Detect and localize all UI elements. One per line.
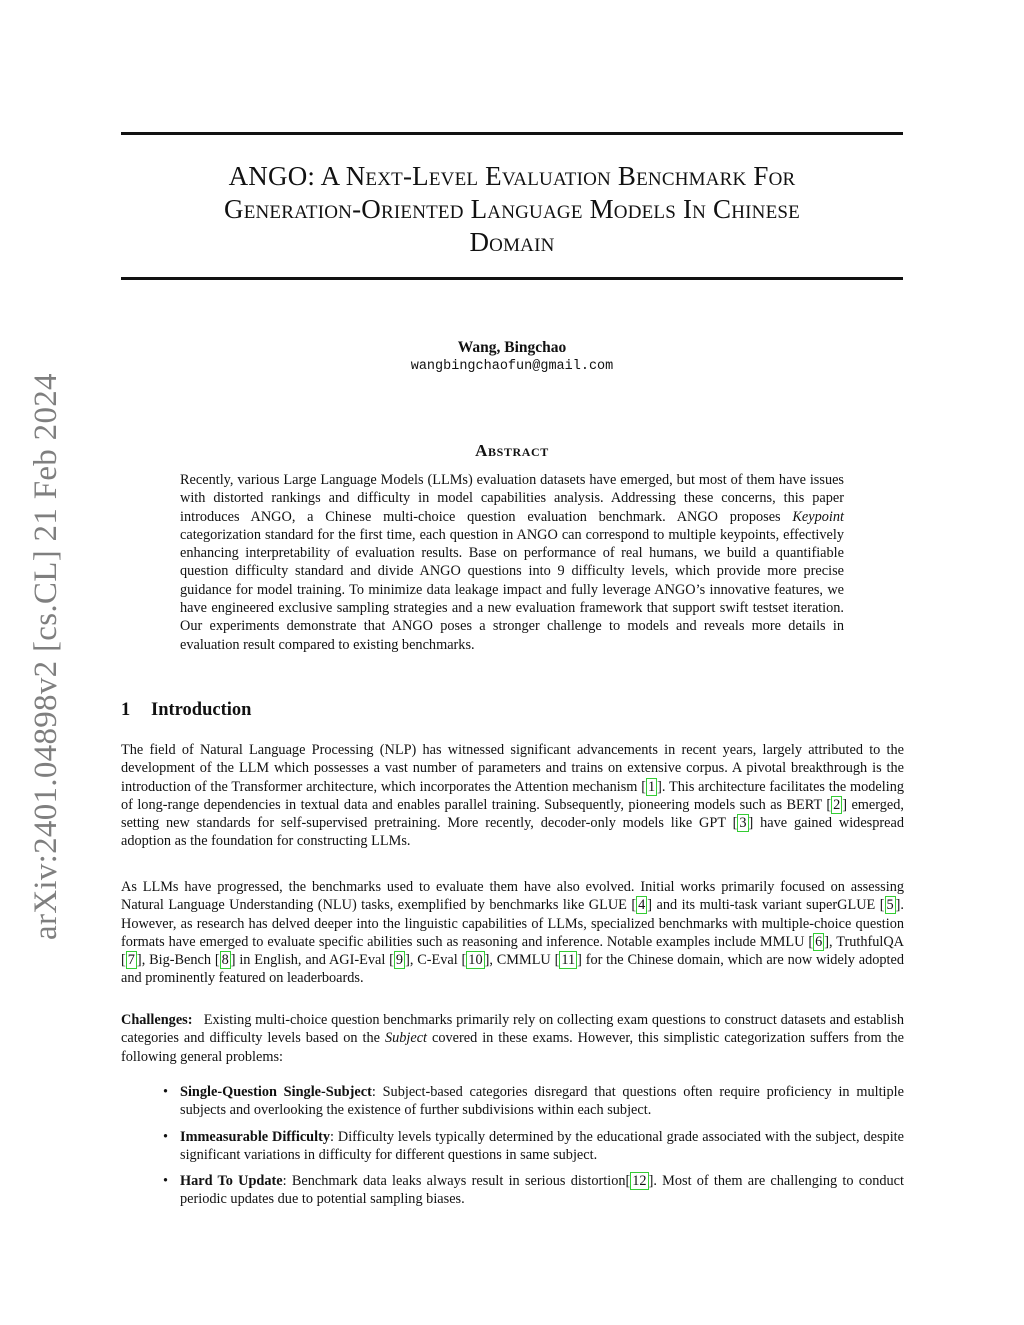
title-bottom-rule: [121, 277, 903, 280]
section-heading-introduction: [121, 700, 251, 721]
intro-paragraph-2: As LLMs have progressed, the benchmarks used to evaluate them have also evolved. Initial works primarily focused on assessing Natural Language Understanding (NLU) tasks, exemplified by benchmarks like GLUE [ 4 ] and its multi-task variant superGLUE [ 5 ]. However, as research has delved deeper into the linguistic capabilities of LLMs, specialized benchmarks with multiple-choice question formats have emerged to evaluate specific abilities such as reasoning and inference. Notable examples include MMLU [ 6 ], TruthfulQA [ 7 ], Big-Bench [ 8 ] in English, and AGI-Eval [ 9 ], C-Eval [ 10 ], CMMLU [ 11 ] for the Chinese domain, which are now widely adopted and prominently featured on leaderboards.: [121, 879, 905, 987]
bullet-icon: •: [163, 1128, 169, 1145]
citation-link[interactable]: 2: [833, 796, 841, 813]
citation-link[interactable]: 6: [815, 933, 823, 950]
author-email: wangbingchaofun@gmail.com: [410, 359, 614, 374]
citation-link[interactable]: 8: [221, 952, 229, 969]
section-number: 1: [121, 700, 131, 720]
intro-paragraph-challenges: Challenges: Existing multi-choice question benchmarks primarily rely on collecting exam questions to construct datasets and establish categories and difficulty levels based on the Subject covered in these exams. However, this simplistic categorization suffers from the following general problems:: [121, 1012, 904, 1065]
citation-link[interactable]: 4: [638, 897, 646, 914]
challenges-label: Challenges:: [121, 1012, 193, 1028]
list-item: • Single-Question Single-Subject: Subject-based categories disregard that questions often require proficiency in multiple subjects and overlooking the existence of further subdivisions within each subject.: [163, 1084, 904, 1119]
abstract-text: Recently, various Large Language Models (LLMs) evaluation datasets have emerged, but most of them have issues with distorted rankings and difficulty in model capabilities analysis. Addressing these concerns, this paper introduces ANGO, a Chinese multi-choice question evaluation benchmark. ANGO proposes Keypoint categorization standard for the first time, each question in ANGO can correspond to multiple keypoints, effectively enhancing interpretability of evaluation results. Base on performance of real humans, we build a quantifiable question difficulty standard and divide ANGO questions into 9 difficulty levels, which provide more precise guidance for model training. To minimize data leakage impact and fully leverage ANGO’s innovative features, we have engineered exclusive sampling strategies and a new evaluation framework that support swift testset iteration. Our experiments demonstrate that ANGO poses a stronger challenge to models and reveals more details in evaluation result compared to existing benchmarks.: [180, 472, 844, 653]
subject-italic-term: Subject: [384, 1030, 428, 1047]
title-top-rule: [121, 132, 903, 135]
problem-list: [160, 1083, 904, 1217]
title-line: Generation-Oriented Language Models In Chinese: [224, 194, 800, 224]
author-name: Wang, Bingchao: [457, 339, 567, 356]
title-line: ANGO: A Next-Level Evaluation Benchmark For: [228, 161, 796, 191]
intro-paragraph-1: The field of Natural Language Processing (NLP) has witnessed significant advancements in recent years, largely attributed to the development of the LLM which possesses a vast number of parameters and trains on extensive corpus. A pivotal breakthrough is the introduction of the Transformer architecture, which incorporates the Attention mechanism [ 1 ]. This architecture facilitates the modeling of long-range dependencies in textual data and enables parallel training. Subsequently, pioneering models such as BERT [ 2 ] emerged, setting new standards for self-supervised pretraining. More recently, decoder-only models like GPT [ 3 ] have gained widespread adoption as the foundation for constructing LLMs.: [121, 742, 905, 850]
paper-title: [121, 160, 903, 259]
bullet-icon: •: [163, 1173, 169, 1190]
citation-link[interactable]: 11: [561, 952, 576, 969]
citation-link[interactable]: 9: [395, 952, 404, 969]
citation-link[interactable]: 5: [886, 897, 894, 914]
citation-link[interactable]: 10: [468, 952, 483, 969]
citation-link[interactable]: 12: [632, 1173, 647, 1190]
arxiv-identifier: arXiv:2401.04898v2 [cs.CL] 21 Feb 2024: [28, 373, 64, 940]
citation-link[interactable]: 3: [739, 815, 747, 832]
section-title: Introduction: [151, 700, 252, 720]
list-item: • Hard To Update: Benchmark data leaks always result in serious distortion[ 12 ]. Most of them are challenging to conduct periodic updates due to potential sampling biases.: [163, 1173, 904, 1208]
bullet-icon: •: [163, 1084, 169, 1100]
title-line: Domain: [469, 227, 555, 257]
abstract-heading: Abstract: [475, 441, 549, 460]
citation-link[interactable]: 7: [127, 952, 135, 969]
abstract-italic-term: Keypoint: [792, 508, 844, 525]
citation-link[interactable]: 1: [647, 778, 656, 795]
list-item: • Immeasurable Difficulty: Difficulty levels typically determined by the educational grade associated with the subject, despite significant variations in difficulty for different questions in same subject.: [163, 1128, 904, 1163]
